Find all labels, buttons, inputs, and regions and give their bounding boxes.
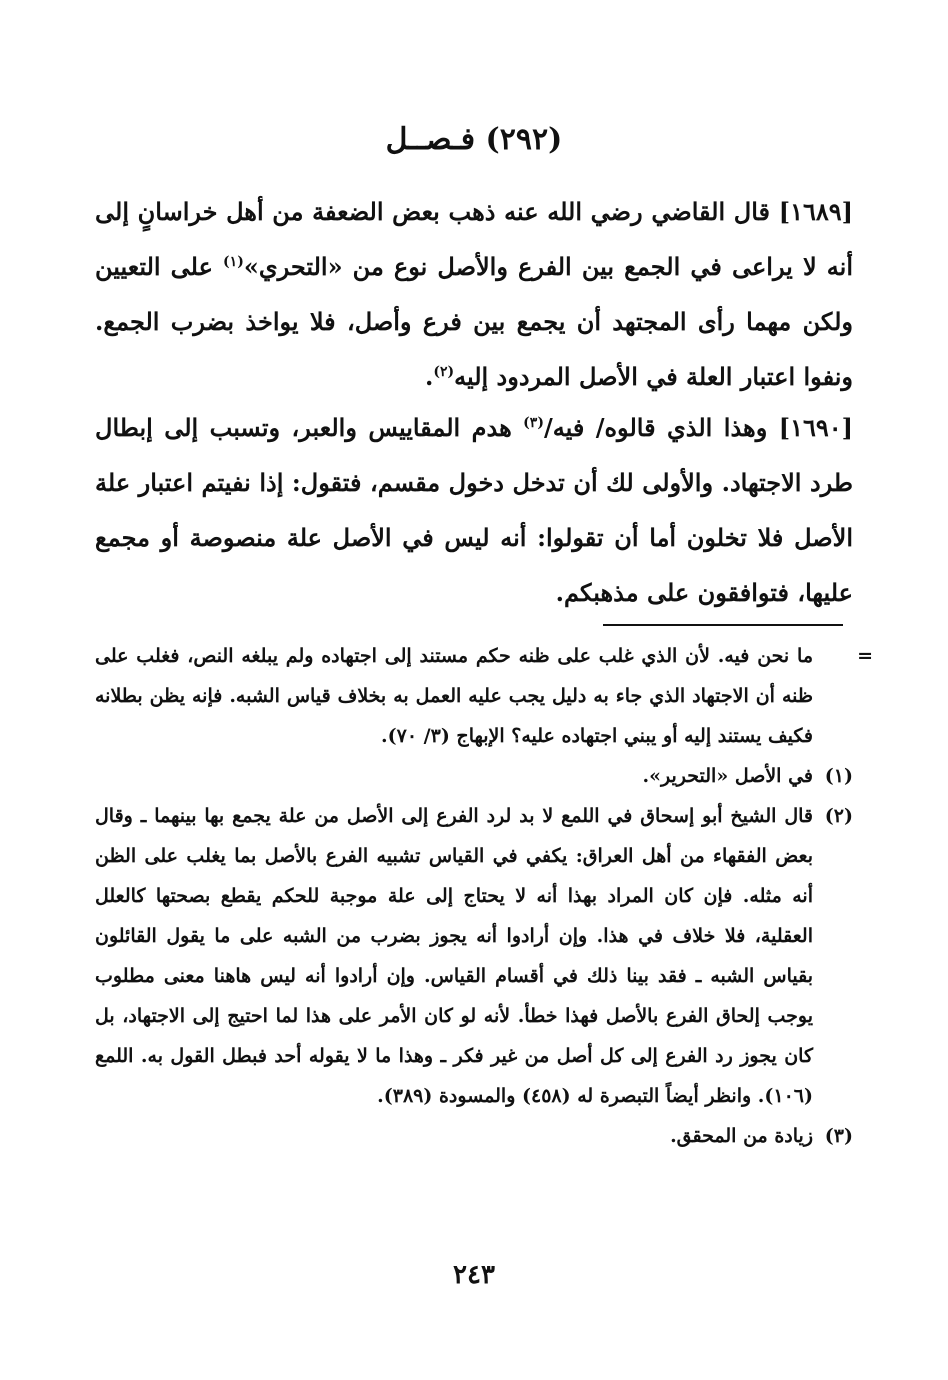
footnote-text: قال الشيخ أبو إسحاق في اللمع لا بد لرد الفرع إلى الأصل من علة يجمع بها بينهما ـ وقال بعض الفقهاء من أهل العراق: يكفي في القياس تشبيه الفرع بالأصل بما يغلب على الظن أنه مثله. فإن كان المراد بهذا أنه لا يحتاج إلى علة موجبة للحكم يقطع بصحتها كالعلل العقلية، فلا خلاف في هذا. وإن أرادوا أنه يجوز بضرب من الشبه على ما يقول القائلون بقياس الشبه ـ فقد بينا ذلك في أقسام القياس. وإن أرادوا أنه ليس هاهنا معنى مطلوب يوجب إلحاق الفرع بالأصل فهذا خطأ. لأنه لو كان الأمر على هذا لما احتيج إلى الاجتهاد، بل كان يجوز رد الفرع إلى كل أصل من غير فكر ـ وهذا ما لا يقوله أحد فبطل القول به. اللمع (١٠٦). وانظر أيضاً التبصرة له (٤٥٨) والمسودة (٣٨٩). [95, 805, 813, 1107]
footnote-text: زيادة من المحقق. [670, 1125, 813, 1147]
paragraph-text: على التعيين ولكن مهما رأى المجتهد أن يجمع بين فرع وأصل، فلا يواخذ بضرب الجمع. ونفوا اعتبار العلة في الأصل المردود إليه [95, 252, 853, 391]
footnote-text: ما نحن فيه. لأن الذي غلب على ظنه حكم مستند إلى اجتهاده ولم يبلغه النص، فغلب على ظنه أن الاجتهاد الذي جاء به دليل يجب عليه العمل به بخلاف قياس الشبه. فإنه يظن بطلانه فكيف يستند إليه أو يبني اجتهاده عليه؟ الإبهاج (٣/ ٧٠). [95, 645, 813, 747]
footnote-ref-3: (٣) [523, 415, 544, 431]
footnote-marker: (١) [824, 765, 853, 787]
footnote-ref-2: (٢) [433, 364, 455, 380]
footnote-marker: (٣) [824, 1125, 853, 1147]
footnote-marker: = [857, 645, 873, 667]
footnote-separator [603, 624, 843, 626]
footnote-text: في الأصل «التحرير». [642, 765, 813, 787]
footnotes [95, 636, 873, 1156]
footnote-marker: (٢) [824, 805, 853, 827]
footnote-1 [95, 756, 853, 796]
footnote-ref-1: (١) [223, 254, 244, 270]
paragraph-text: [١٦٩٠] وهذا الذي قالوه/ فيه/ [543, 413, 853, 442]
page-number: ٢٤٣ [453, 1260, 495, 1290]
paragraph-1690 [95, 400, 853, 620]
footnote-2 [95, 796, 853, 1116]
paragraph-1689 [95, 184, 853, 404]
footnote-3 [95, 1116, 853, 1156]
footnote-continuation [95, 636, 873, 756]
paragraph-text: هدم المقاييس والعبر، وتسبب إلى إبطال طرد الاجتهاد. والأولى لك أن تدخل دخول مقسم، فتقول: إذا نفيتم اعتبار علة الأصل فلا تخلون أما أن تقولوا: أنه ليس في الأصل علة منصوصة أو مجمع عليها، فتوافقون على مذهبكم. [95, 413, 853, 607]
paragraph-text: [١٦٨٩] قال القاضي رضي الله عنه ذهب بعض الضعفة من أهل خراسانٍ إلى أنه لا يراعى في الجمع بين الفرع والأصل نوع من «التحري» [95, 197, 853, 281]
section-heading: (٢٩٢) فـصــل [385, 122, 563, 157]
paragraph-text: . [424, 362, 434, 391]
